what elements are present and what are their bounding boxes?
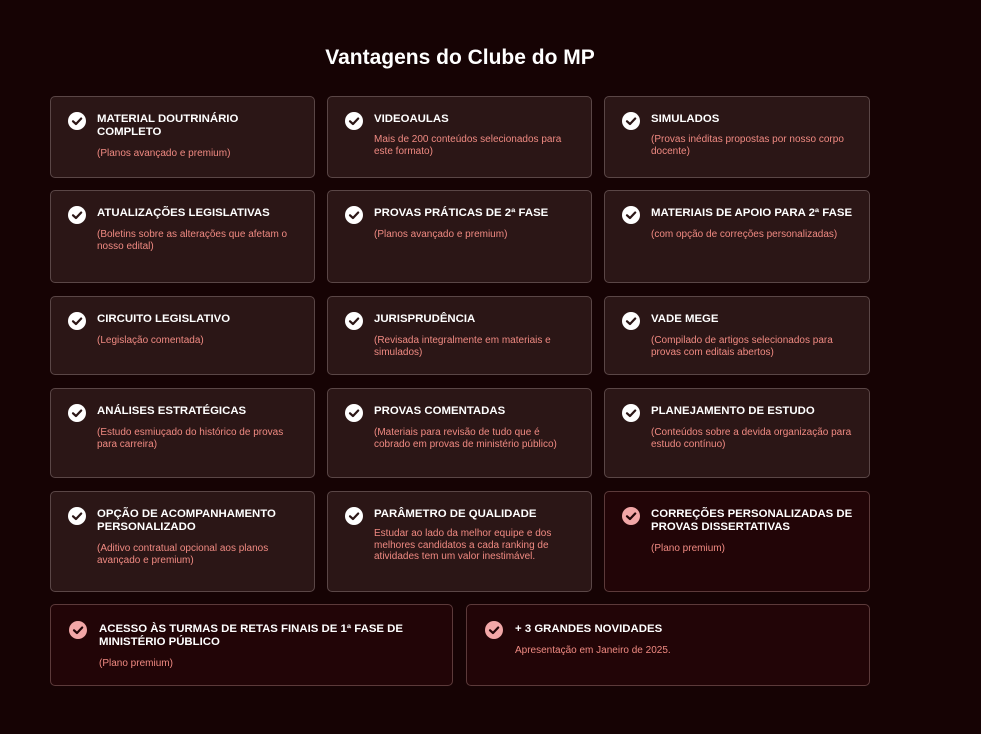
check-circle-icon: [622, 312, 640, 330]
benefit-card-vade-mege: [604, 296, 870, 375]
card-description: (Conteúdos sobre a devida organização para estudo contínuo): [651, 427, 852, 450]
card-description: Mais de 200 conteúdos selecionados para este formato): [374, 134, 562, 157]
card-title: CIRCUITO LEGISLATIVO: [97, 313, 231, 325]
benefit-card-analises: [50, 388, 315, 478]
check-circle-icon: [68, 206, 86, 224]
check-circle-icon: [622, 507, 640, 525]
check-circle-icon: [622, 404, 640, 422]
card-description: (Provas inéditas propostas por nosso corpo docente): [651, 134, 844, 157]
card-description: Apresentação em Janeiro de 2025.: [515, 645, 671, 656]
card-description: (Compilado de artigos selecionados para provas com editais abertos): [651, 335, 833, 358]
card-description: (Revisada integralmente em materiais e simulados): [374, 335, 551, 358]
card-title: PROVAS PRÁTICAS DE 2ª FASE: [374, 207, 549, 219]
card-description: (Legislação comentada): [97, 335, 204, 346]
check-circle-icon: [68, 312, 86, 330]
check-circle-icon: [345, 206, 363, 224]
card-title: CORREÇÕES PERSONALIZADAS DE PROVAS DISSERTATIVAS: [651, 508, 853, 533]
card-description: Estudar ao lado da melhor equipe e dos melhores candidatos a cada ranking de atividades tem um valor inestimável.: [374, 528, 552, 562]
card-description: (Planos avançado e premium): [374, 229, 508, 240]
section-title: Vantagens do Clube do MP: [325, 46, 595, 69]
check-circle-icon: [69, 621, 87, 639]
benefit-card-provas-praticas: [327, 190, 592, 283]
card-title: ATUALIZAÇÕES LEGISLATIVAS: [97, 207, 270, 219]
card-title: PROVAS COMENTADAS: [374, 405, 506, 417]
benefit-card-provas-comentadas: [327, 388, 592, 478]
benefit-card-jurisprudencia: [327, 296, 592, 375]
benefit-card-novidades: [466, 604, 870, 686]
card-title: VADE MEGE: [651, 313, 719, 325]
card-title: PARÂMETRO DE QUALIDADE: [374, 508, 537, 520]
benefit-card-parametro: [327, 491, 592, 592]
benefit-card-materiais-apoio: [604, 190, 870, 283]
card-title: ANÁLISES ESTRATÉGICAS: [97, 405, 247, 417]
card-description: (Boletins sobre as alterações que afetam o nosso edital): [97, 229, 288, 252]
check-circle-icon: [345, 312, 363, 330]
card-description: (Plano premium): [99, 658, 173, 669]
card-title: ACESSO ÀS TURMAS DE RETAS FINAIS DE 1ª FASE DE MINISTÉRIO PÚBLICO: [99, 623, 403, 648]
check-circle-icon: [68, 112, 86, 130]
benefit-card-planejamento: [604, 388, 870, 478]
card-title: MATERIAL DOUTRINÁRIO COMPLETO: [97, 113, 239, 138]
benefit-card-material-doutrinario: [50, 96, 315, 178]
card-title: + 3 GRANDES NOVIDADES: [515, 623, 663, 635]
card-description: (com opção de correções personalizadas): [651, 229, 838, 240]
card-title: PLANEJAMENTO DE ESTUDO: [651, 405, 815, 417]
benefit-card-retas-finais: [50, 604, 453, 686]
card-title: OPÇÃO DE ACOMPANHAMENTO PERSONALIZADO: [97, 508, 276, 533]
card-title: SIMULADOS: [651, 113, 720, 125]
card-description: (Estudo esmiuçado do histórico de provas para carreira): [97, 427, 284, 450]
card-description: (Plano premium): [651, 543, 725, 554]
check-circle-icon: [345, 507, 363, 525]
benefit-card-correcoes: [604, 491, 870, 592]
check-circle-icon: [68, 404, 86, 422]
benefit-card-simulados: [604, 96, 870, 178]
benefit-card-circuito: [50, 296, 315, 375]
card-description: (Materiais para revisão de tudo que é cobrado em provas de ministério público): [374, 427, 557, 450]
check-circle-icon: [345, 112, 363, 130]
benefit-card-acompanhamento: [50, 491, 315, 592]
benefit-card-videoaulas: [327, 96, 592, 178]
check-circle-icon: [622, 206, 640, 224]
benefit-card-atualizacoes: [50, 190, 315, 283]
card-description: (Aditivo contratual opcional aos planos avançado e premium): [97, 543, 269, 566]
check-circle-icon: [68, 507, 86, 525]
card-title: VIDEOAULAS: [374, 113, 449, 125]
card-title: JURISPRUDÊNCIA: [374, 313, 476, 325]
check-circle-icon: [345, 404, 363, 422]
check-circle-icon: [622, 112, 640, 130]
card-description: (Planos avançado e premium): [97, 148, 231, 159]
card-title: MATERIAIS DE APOIO PARA 2ª FASE: [651, 207, 853, 219]
check-circle-icon: [485, 621, 503, 639]
